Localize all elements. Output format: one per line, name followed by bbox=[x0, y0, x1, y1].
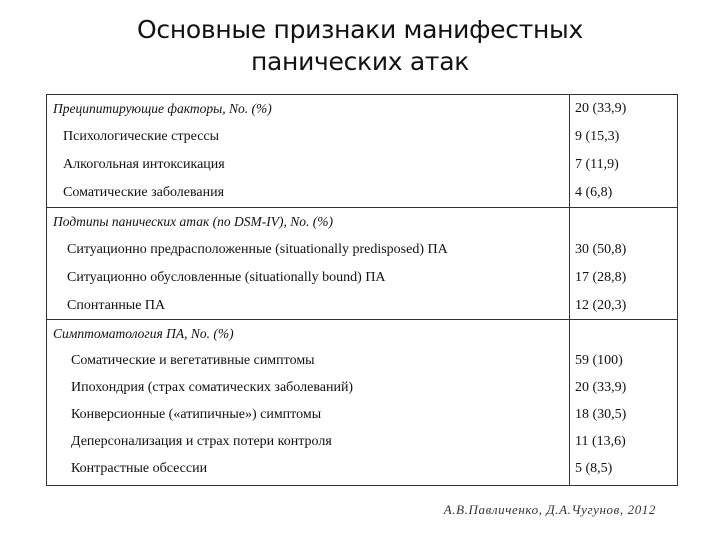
title-line-2: панических атак bbox=[250, 47, 470, 76]
slide-title bbox=[0, 14, 720, 78]
row-value: 7 (11,9) bbox=[575, 157, 619, 172]
section-header-value: 20 (33,9) bbox=[575, 101, 627, 116]
table-row bbox=[47, 236, 677, 264]
table-row bbox=[47, 374, 677, 402]
symptoms-table bbox=[46, 94, 678, 486]
section-panic-attack-subtypes bbox=[47, 207, 677, 319]
section-header-row bbox=[47, 95, 677, 123]
row-label: Ситуационно обусловленные (situationally bound) ПА bbox=[67, 270, 386, 285]
section-symptomatology bbox=[47, 319, 677, 485]
section-precipitating-factors bbox=[47, 95, 677, 207]
row-value: 11 (13,6) bbox=[575, 434, 626, 449]
row-label: Психологические стрессы bbox=[63, 129, 220, 144]
table-row bbox=[47, 292, 677, 320]
table-row bbox=[47, 151, 677, 179]
source-credit: А.В.Павличенко, Д.А.Чугунов, 2012 bbox=[443, 502, 656, 517]
table-row bbox=[47, 455, 677, 483]
row-value: 30 (50,8) bbox=[575, 242, 627, 257]
row-value: 20 (33,9) bbox=[575, 380, 627, 395]
row-label: Деперсонализация и страх потери контроля bbox=[71, 434, 332, 449]
section-header-label: Симптоматология ПА, No. (%) bbox=[53, 326, 234, 341]
table-row bbox=[47, 347, 677, 375]
row-value: 18 (30,5) bbox=[575, 407, 627, 422]
table-row bbox=[47, 264, 677, 292]
row-label: Соматические заболевания bbox=[63, 185, 225, 200]
table-row bbox=[47, 428, 677, 456]
row-value: 17 (28,8) bbox=[575, 270, 627, 285]
row-value: 12 (20,3) bbox=[575, 298, 627, 313]
table-row bbox=[47, 179, 677, 207]
section-header-label: Преципитирующие факторы, No. (%) bbox=[53, 101, 272, 116]
row-label: Алкогольная интоксикация bbox=[63, 157, 225, 172]
row-value: 59 (100) bbox=[575, 353, 623, 368]
row-label: Соматические и вегетативные симптомы bbox=[71, 353, 315, 368]
row-label: Контрастные обсессии bbox=[71, 461, 208, 476]
row-value: 5 (8,5) bbox=[575, 461, 613, 476]
row-label: Ситуационно предрасположенные (situationally predisposed) ПА bbox=[67, 242, 448, 257]
row-label: Спонтанные ПА bbox=[67, 298, 166, 313]
row-value: 9 (15,3) bbox=[575, 129, 620, 144]
table-row bbox=[47, 401, 677, 429]
title-line-1: Основные признаки манифестных bbox=[137, 15, 583, 44]
section-header-label: Подтипы панических атак (по DSM-IV), No. (%) bbox=[53, 214, 333, 229]
table-row bbox=[47, 123, 677, 151]
section-header-row bbox=[47, 208, 677, 236]
row-label: Ипохондрия (страх соматических заболеваний) bbox=[71, 380, 354, 395]
row-value: 4 (6,8) bbox=[575, 185, 613, 200]
row-label: Конверсионные («атипичные») симптомы bbox=[71, 407, 322, 422]
section-header-row bbox=[47, 320, 677, 348]
